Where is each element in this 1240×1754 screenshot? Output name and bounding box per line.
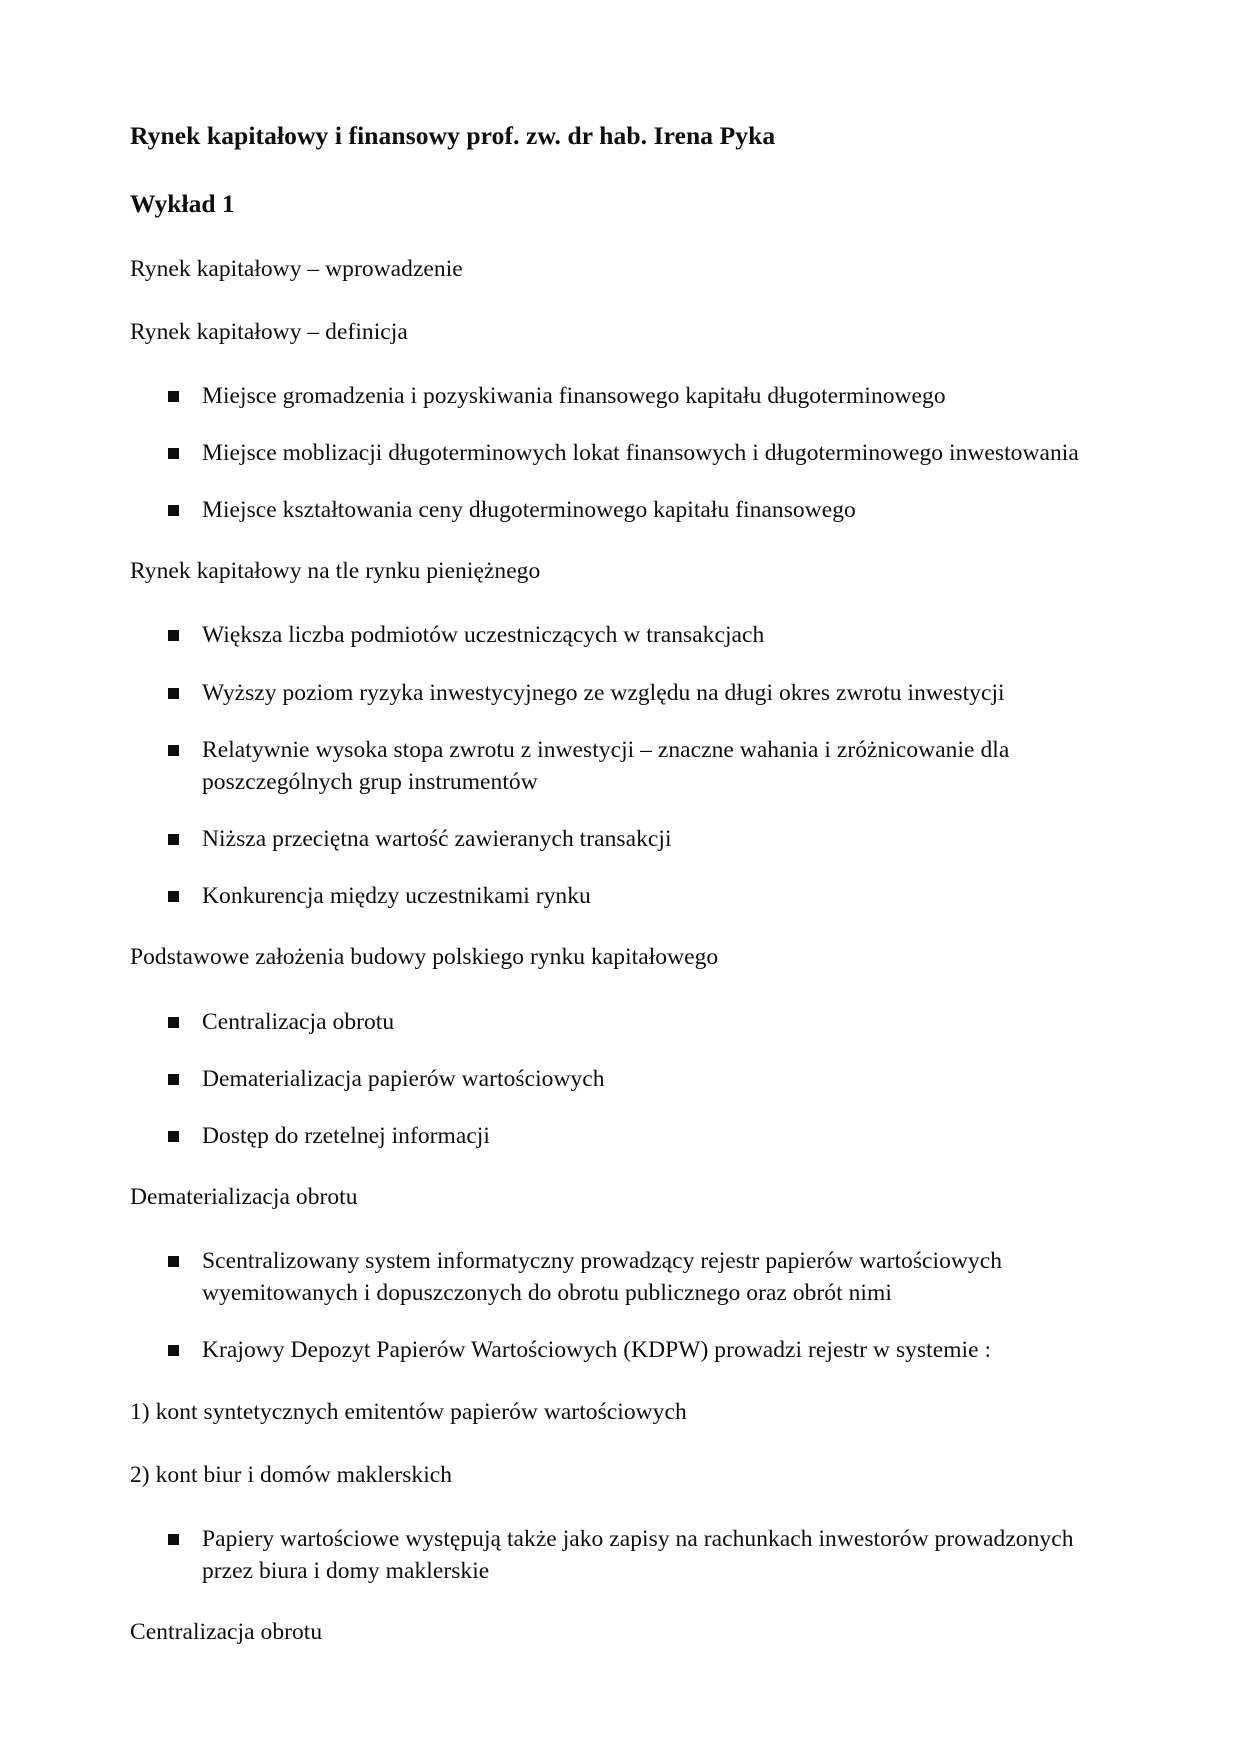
section-heading: Rynek kapitałowy na tle rynku pieniężnego	[130, 558, 541, 585]
list-item-text: Miejsce moblizacji długoterminowych lokat finansowych i długoterminowego inwestowania	[202, 439, 1079, 466]
list-item	[130, 1006, 1100, 1038]
list-item-text: Scentralizowany system informatyczny prowadzący rejestr papierów wartościowych wyemitowanych i dopuszczonych do obrotu publicznego oraz obrót nimi	[202, 1248, 1002, 1307]
section-definicja	[130, 317, 1100, 527]
square-bullet-icon	[168, 1345, 179, 1356]
section-podstawowe-zalozenia	[130, 942, 1100, 1152]
square-bullet-icon	[168, 1534, 179, 1545]
list-item	[130, 1334, 1100, 1366]
square-bullet-icon	[168, 1017, 179, 1028]
square-bullet-icon	[168, 891, 179, 902]
list-item	[130, 1063, 1100, 1095]
bullet-list	[130, 380, 1100, 527]
list-item	[130, 677, 1100, 709]
list-item	[130, 1523, 1100, 1587]
numbered-item-1: 1) kont syntetycznych emitentów papierów wartościowych	[130, 1398, 687, 1425]
list-item-text: Centralizacja obrotu	[202, 1008, 395, 1035]
list-item-text: Papiery wartościowe występują także jako zapisy na rachunkach inwestorów prowadzonych przez biura i domy maklerskie	[202, 1525, 1074, 1584]
numbered-item-2: 2) kont biur i domów maklerskich	[130, 1461, 453, 1488]
section-heading: Podstawowe założenia budowy polskiego rynku kapitałowego	[130, 944, 719, 971]
list-item	[130, 880, 1100, 912]
bullet-list	[130, 619, 1100, 912]
list-item-text: Relatywnie wysoka stopa zwrotu z inwestycji – znaczne wahania i zróżnicowanie dla poszczególnych grup instrumentów	[202, 736, 1010, 795]
list-item	[130, 1120, 1100, 1152]
list-item-text: Dematerializacja papierów wartościowych	[202, 1065, 605, 1092]
list-item-text: Miejsce kształtowania ceny długoterminowego kapitału finansowego	[202, 497, 856, 524]
closing-heading: Centralizacja obrotu	[130, 1619, 323, 1646]
square-bullet-icon	[168, 1256, 179, 1267]
section-heading: Rynek kapitałowy – definicja	[130, 318, 408, 345]
list-item-text: Krajowy Depozyt Papierów Wartościowych (KDPW) prowadzi rejestr w systemie :	[202, 1337, 992, 1364]
square-bullet-icon	[168, 391, 179, 402]
list-item	[130, 437, 1100, 469]
square-bullet-icon	[168, 688, 179, 699]
section-dematerializacja-obrotu	[130, 1182, 1100, 1367]
intro-line: Rynek kapitałowy – wprowadzenie	[130, 255, 463, 282]
square-bullet-icon	[168, 630, 179, 641]
list-item-text: Dostęp do rzetelnej informacji	[202, 1122, 490, 1149]
lecture-number-heading: Wykład 1	[130, 188, 235, 218]
square-bullet-icon	[168, 1074, 179, 1085]
final-bullet-list	[130, 1523, 1100, 1587]
list-item	[130, 380, 1100, 412]
list-item	[130, 494, 1100, 526]
list-item-text: Większa liczba podmiotów uczestniczących w transakcjach	[202, 622, 765, 649]
list-item-text: Konkurencja między uczestnikami rynku	[202, 883, 591, 910]
square-bullet-icon	[168, 834, 179, 845]
list-item	[130, 823, 1100, 855]
square-bullet-icon	[168, 505, 179, 516]
section-rynek-pieniezny	[130, 556, 1100, 912]
square-bullet-icon	[168, 745, 179, 756]
bullet-list	[130, 1006, 1100, 1153]
list-item	[130, 619, 1100, 651]
list-item	[130, 1245, 1100, 1309]
square-bullet-icon	[168, 448, 179, 459]
list-item-text: Niższa przeciętna wartość zawieranych transakcji	[202, 826, 672, 853]
list-item-text: Wyższy poziom ryzyka inwestycyjnego ze względu na długi okres zwrotu inwestycji	[202, 679, 1005, 706]
section-heading: Dematerializacja obrotu	[130, 1184, 358, 1211]
square-bullet-icon	[168, 1131, 179, 1142]
list-item-text: Miejsce gromadzenia i pozyskiwania finansowego kapitału długoterminowego	[202, 382, 946, 409]
list-item	[130, 734, 1100, 798]
page-title: Rynek kapitałowy i finansowy prof. zw. dr hab. Irena Pyka	[130, 121, 776, 150]
bullet-list	[130, 1245, 1100, 1367]
